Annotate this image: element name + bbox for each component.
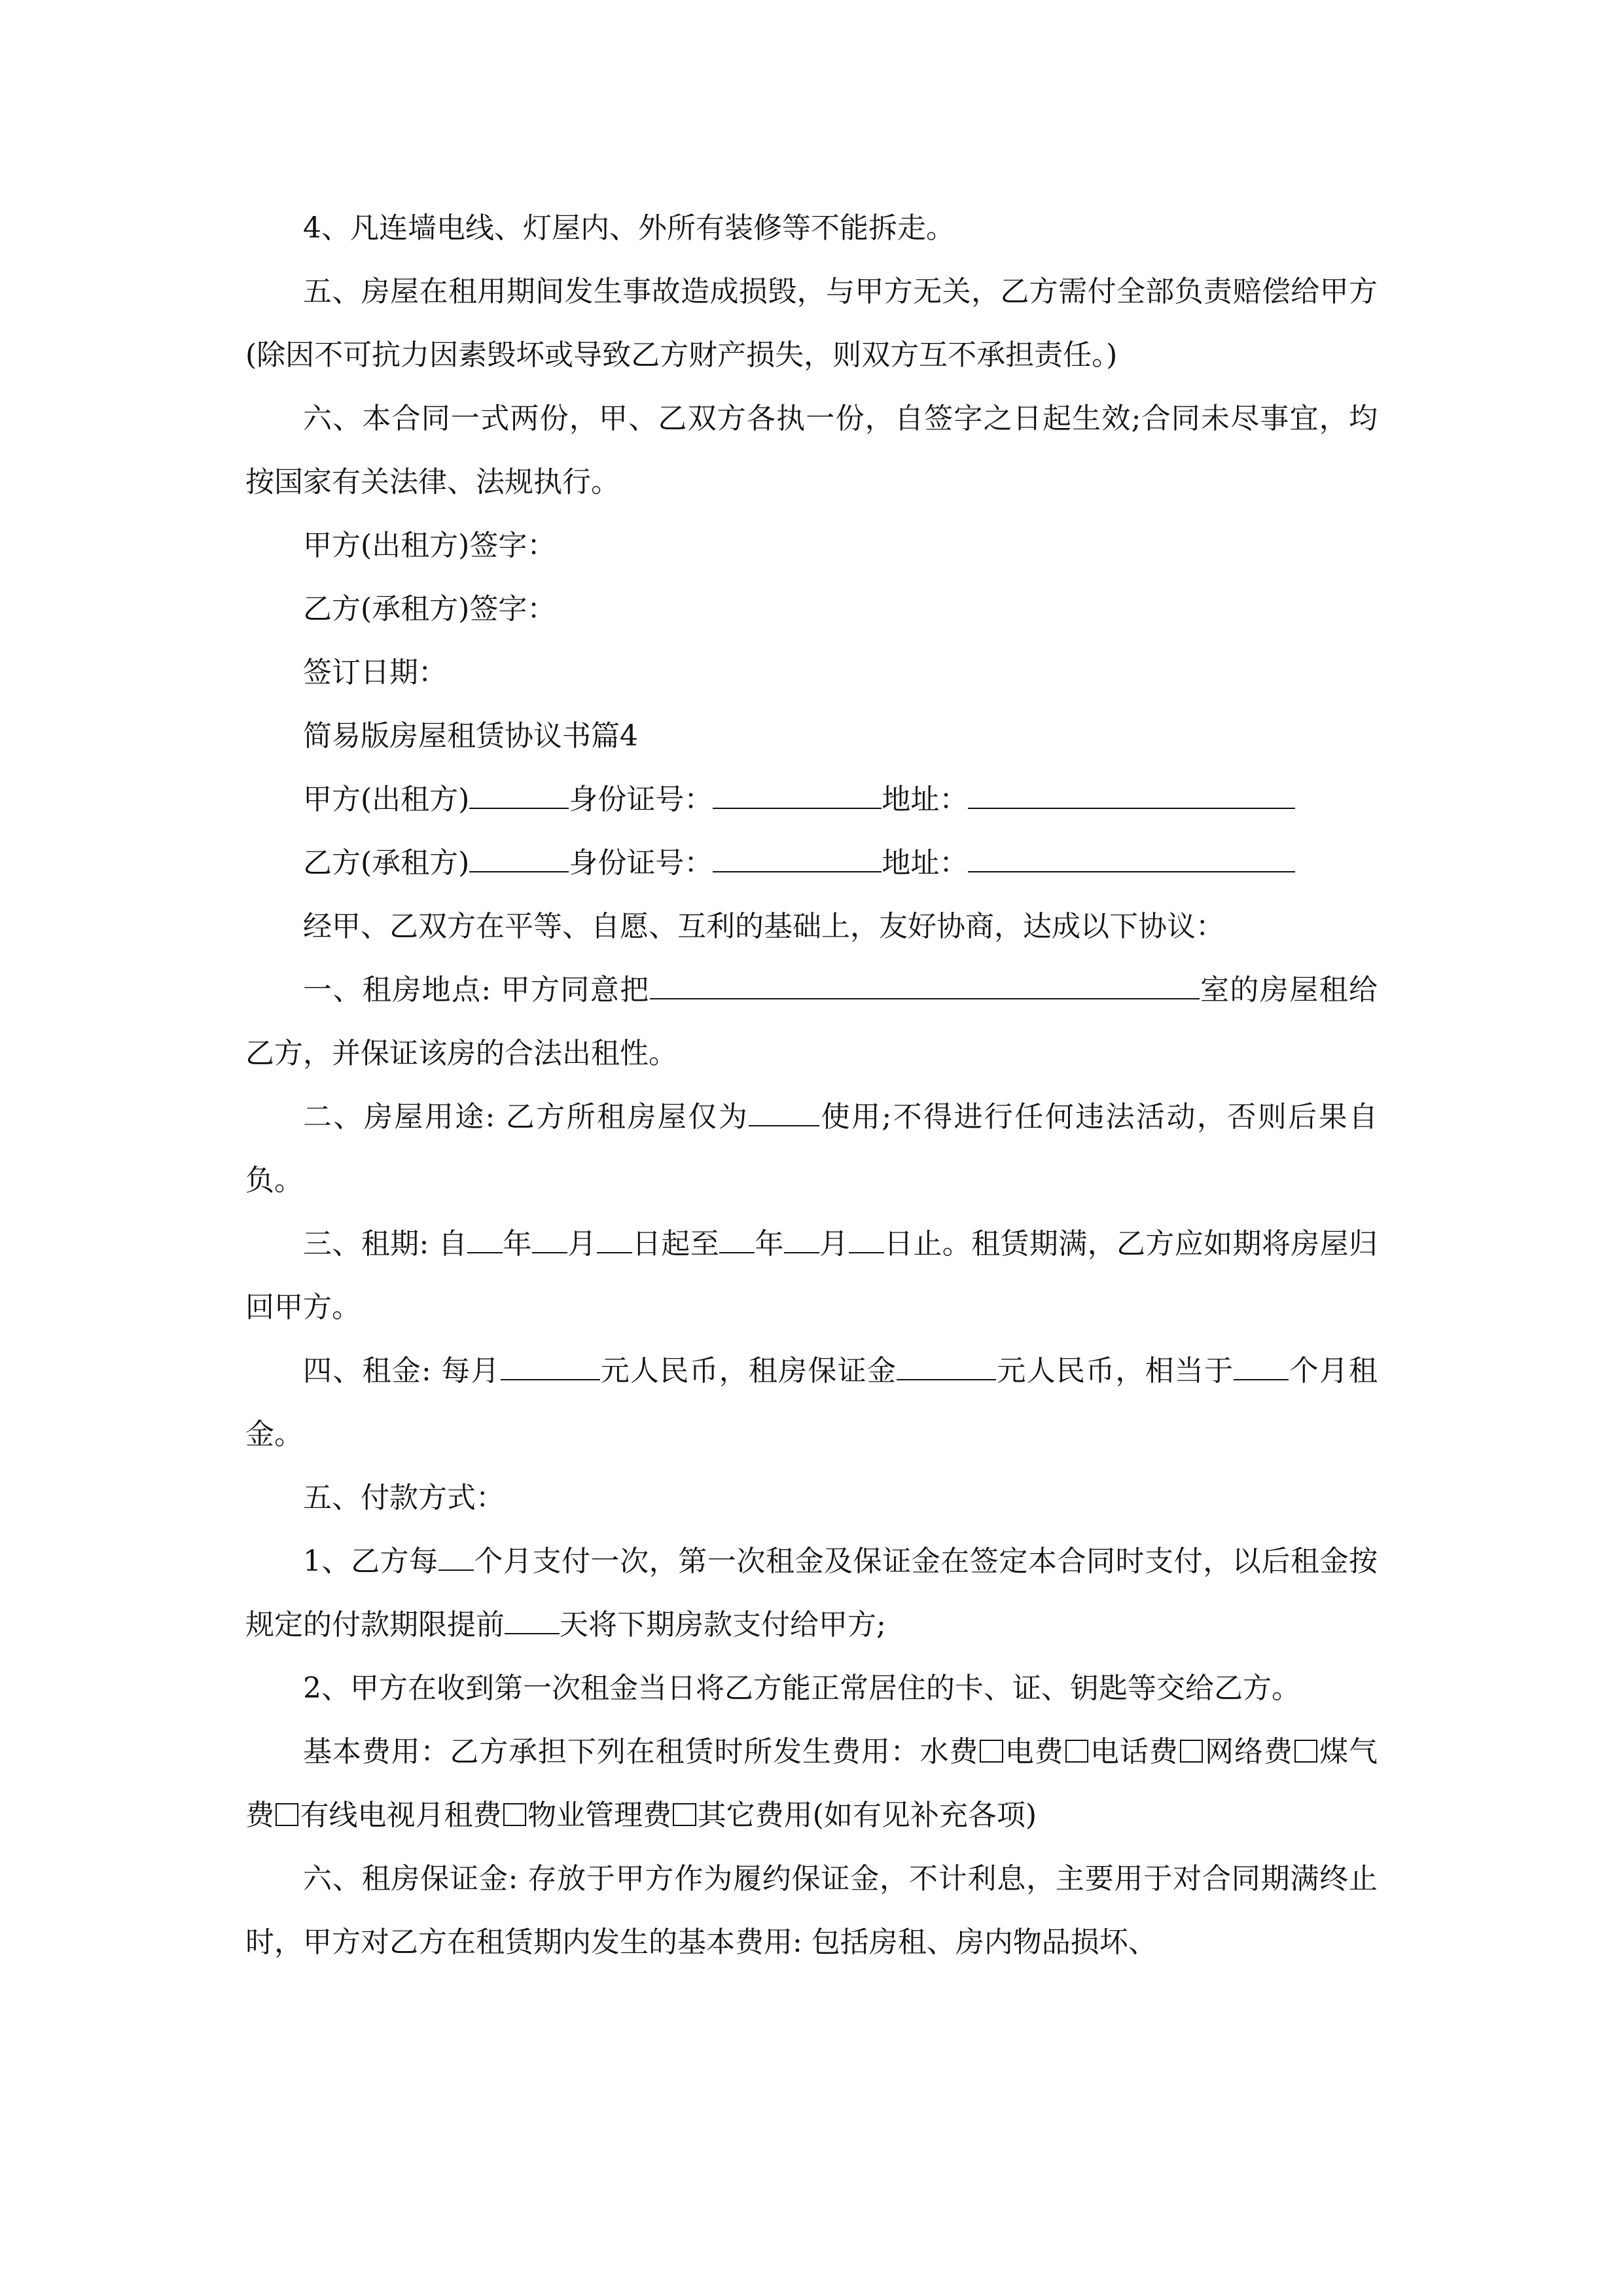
fee-cable-tv: 有线电视月租费 [300,1799,502,1832]
clause-deposit: 六、租房保证金: 存放于甲方作为履约保证金，不计利息，主要用于对合同期满终止时，甲方对乙方在租赁期内发生的基本费用: 包括房租、房内物品损坏、 [245,1862,1378,1959]
blank-end-year [719,1222,755,1253]
checkbox-cable-tv [276,1803,298,1826]
party-a-address-label: 地址： [882,783,969,816]
clause-rent-deposit-text: 元人民币，租房保证金 [599,1354,897,1388]
blank-party-a-name [469,778,569,809]
blank-party-a-address [968,778,1295,809]
clause-usage-text: 二、房屋用途: 乙方所租房屋仅为 [303,1100,749,1134]
document-body [245,196,1378,1974]
label-year-end: 年 [755,1227,784,1261]
blank-end-month [784,1222,819,1253]
section-title: 简易版房屋租赁协议书篇4 [303,719,638,753]
blank-end-day [849,1222,884,1253]
blank-start-year [467,1222,503,1253]
clause-wiring: 4、凡连墙电线、灯屋内、外所有装修等不能拆走。 [303,211,955,245]
party-a-id-label: 身份证号： [569,783,713,816]
checkbox-property-management [503,1803,526,1826]
fee-other: 其它费用(如有见补充各项) [697,1799,1037,1832]
party-a-label: 甲方(出租方) [303,783,470,816]
clause-damage: 五、房屋在租用期间发生事故造成损毁，与甲方无关，乙方需付全部负责赔偿给甲方(除因不可抗力因素毁坏或导致乙方财产损失，则双方互不承担责任。) [245,275,1378,372]
clause-term [245,1212,1378,1339]
blank-months [1234,1349,1289,1380]
fee-property-management: 物业管理费 [527,1799,672,1832]
clause-location [245,958,1378,1085]
fees-intro: 基本费用：乙方承担下列在租赁时所发生费用： [303,1735,920,1768]
blank-start-month [532,1222,567,1253]
clause-location-text: 一、租房地点: 甲方同意把 [303,973,650,1007]
fee-phone: 电话费 [1090,1735,1179,1768]
intro-paragraph: 经甲、乙双方在平等、自愿、互利的基础上，友好协商，达成以下协议： [303,910,1224,943]
clause-basic-fees [245,1720,1378,1847]
fee-gas: 煤气费 [245,1735,1378,1832]
blank-deposit [897,1349,996,1380]
label-month-start: 月 [567,1227,597,1261]
clause-payment-1-text: 1、乙方每 [303,1545,438,1578]
clause-rent [245,1339,1378,1466]
party-a-line [245,768,1378,831]
checkbox-other [673,1803,696,1826]
clause-term-text: 三、租期: 自 [303,1227,468,1261]
party-b-address-label: 地址： [882,846,969,880]
checkbox-gas [1294,1740,1317,1763]
clause-usage-tail: 使用;不得进行任何违法活动，否则后果自负。 [245,1100,1378,1197]
fee-electricity: 电费 [1004,1735,1064,1768]
label-day-start: 日起至 [632,1227,720,1261]
blank-party-b-id [713,841,882,872]
signature-party-a: 甲方(出租方)签字： [303,529,556,562]
clause-term-tail: 日止。租赁期满，乙方应如期将房屋归回甲方。 [245,1227,1378,1324]
blank-party-a-id [713,778,882,809]
blank-usage [749,1095,819,1126]
party-b-line [245,831,1378,895]
clause-effect: 六、本合同一式两份，甲、乙双方各执一份，自签字之日起生效;合同未尽事宜，均按国家有关法律、法规执行。 [245,402,1378,499]
blank-monthly-rent [501,1349,600,1380]
clause-usage [245,1085,1378,1212]
blank-days-ahead [505,1603,560,1634]
signature-party-b: 乙方(承租方)签字： [303,592,556,626]
clause-payment-1-middle: 个月支付一次，第一次租金及保证金在签定本合同时支付，以后租金按规定的付款期限提前 [245,1545,1378,1641]
checkbox-network [1180,1740,1203,1763]
label-month-end: 月 [819,1227,849,1261]
checkbox-phone [1065,1740,1088,1763]
clause-rent-equivalent-text: 元人民币，相当于 [996,1354,1234,1388]
blank-party-b-name [469,841,569,872]
fee-water: 水费 [919,1735,979,1768]
clause-payment-1-tail: 天将下期房款支付给甲方; [560,1608,886,1641]
clause-payment-2: 2、甲方在收到第一次租金当日将乙方能正常居住的卡、证、钥匙等交给乙方。 [303,1672,1300,1705]
label-year-start: 年 [503,1227,532,1261]
party-b-id-label: 身份证号： [569,846,713,880]
checkbox-electricity [980,1740,1003,1763]
blank-party-b-address [968,841,1295,872]
fee-network: 网络费 [1204,1735,1293,1768]
clause-payment-1 [245,1530,1378,1657]
blank-pay-months [438,1539,474,1571]
signing-date: 签订日期： [303,656,447,689]
clause-rent-text: 四、租金: 每月 [303,1354,501,1388]
blank-room [650,968,1200,999]
clause-payment-heading: 五、付款方式： [303,1481,505,1515]
clause-rent-tail: 个月租金。 [245,1354,1378,1451]
party-b-label: 乙方(承租方) [303,846,470,880]
blank-start-day [597,1222,632,1253]
clause-location-tail: 室的房屋租给乙方，并保证该房的合法出租性。 [245,973,1378,1070]
